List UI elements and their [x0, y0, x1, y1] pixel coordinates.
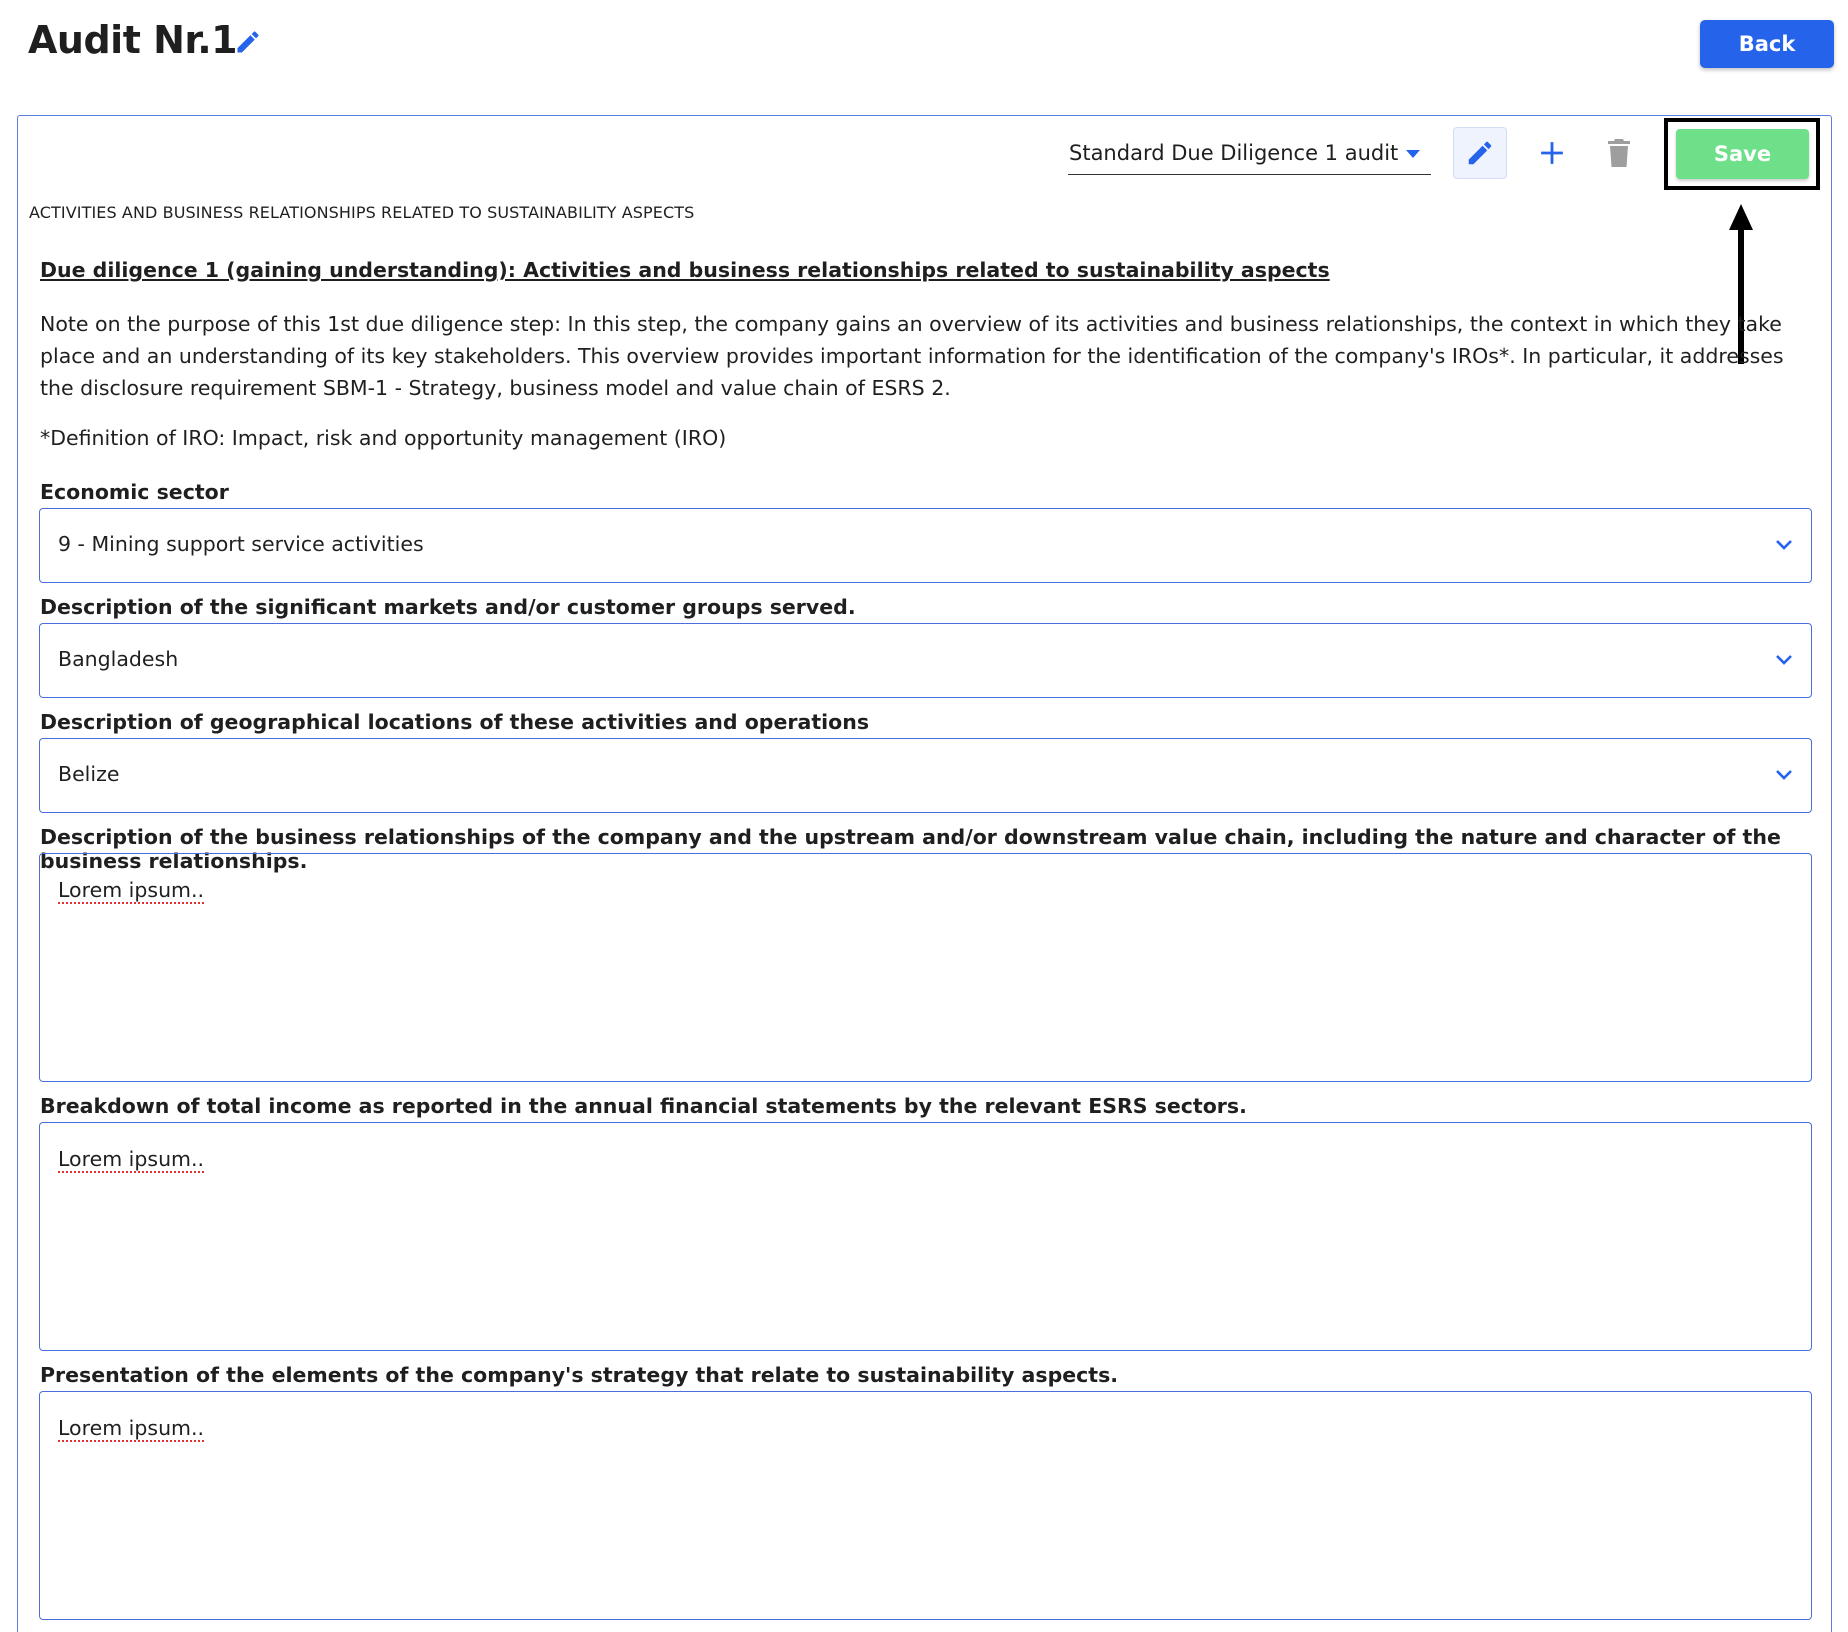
strategy-textarea[interactable]	[39, 1391, 1812, 1620]
edit-template-button[interactable]	[1453, 127, 1507, 179]
business-relationships-textarea[interactable]	[39, 853, 1812, 1082]
economic-sector-value: 9 - Mining support service activities	[58, 532, 424, 556]
chevron-down-icon	[1775, 654, 1793, 666]
strategy-label: Presentation of the elements of the company's strategy that relate to sustainability aspects.	[40, 1363, 1119, 1387]
section-heading: ACTIVITIES AND BUSINESS RELATIONSHIPS RELATED TO SUSTAINABILITY ASPECTS	[29, 203, 695, 222]
chevron-down-icon	[1775, 769, 1793, 781]
pencil-icon	[1465, 138, 1495, 168]
plus-icon	[1539, 140, 1565, 166]
locations-value: Belize	[58, 762, 120, 786]
income-breakdown-label: Breakdown of total income as reported in the annual financial statements by the relevant ESRS sectors.	[40, 1094, 1247, 1118]
save-button[interactable]: Save	[1676, 129, 1809, 179]
income-breakdown-value: Lorem ipsum..	[58, 1147, 205, 1171]
business-relationships-value: Lorem ipsum..	[58, 878, 205, 902]
strategy-value: Lorem ipsum..	[58, 1416, 205, 1440]
template-select-value: Standard Due Diligence 1 audit	[1069, 141, 1399, 165]
delete-template-button[interactable]	[1604, 136, 1634, 170]
business-relationships-label: Description of the business relationships of the company and the upstream and/or downstream value chain, including the nature and character of the business relationships.	[40, 825, 1781, 873]
locations-select[interactable]	[39, 738, 1812, 813]
iro-definition: *Definition of IRO: Impact, risk and opportunity management (IRO)	[40, 426, 727, 450]
pencil-icon[interactable]	[234, 28, 262, 56]
markets-value: Bangladesh	[58, 647, 179, 671]
back-button[interactable]: Back	[1700, 20, 1834, 68]
chevron-down-icon	[1775, 539, 1793, 551]
locations-label: Description of geographical locations of these activities and operations	[40, 710, 870, 734]
income-breakdown-textarea[interactable]	[39, 1122, 1812, 1351]
caret-down-icon	[1405, 149, 1421, 159]
template-select[interactable]	[1068, 137, 1431, 175]
purpose-note: Note on the purpose of this 1st due diligence step: In this step, the company gains an overview of its activities and business relationships, the context in which they take place and an understanding of its key stakeholders. This overview provides important information for the identification of the company's IROs*. In particular, it addresses the disclosure requirement SBM-1 - Strategy, business model and value chain of ESRS 2.	[40, 312, 1784, 400]
page-title: Audit Nr.1	[28, 18, 238, 62]
add-template-button[interactable]	[1536, 136, 1568, 170]
markets-label: Description of the significant markets and/or customer groups served.	[40, 595, 856, 619]
trash-icon	[1607, 139, 1631, 167]
economic-sector-select[interactable]	[39, 508, 1812, 583]
due-diligence-heading: Due diligence 1 (gaining understanding): Activities and business relationships related to sustainability aspects	[40, 258, 1330, 282]
markets-select[interactable]	[39, 623, 1812, 698]
economic-sector-label: Economic sector	[40, 480, 229, 504]
